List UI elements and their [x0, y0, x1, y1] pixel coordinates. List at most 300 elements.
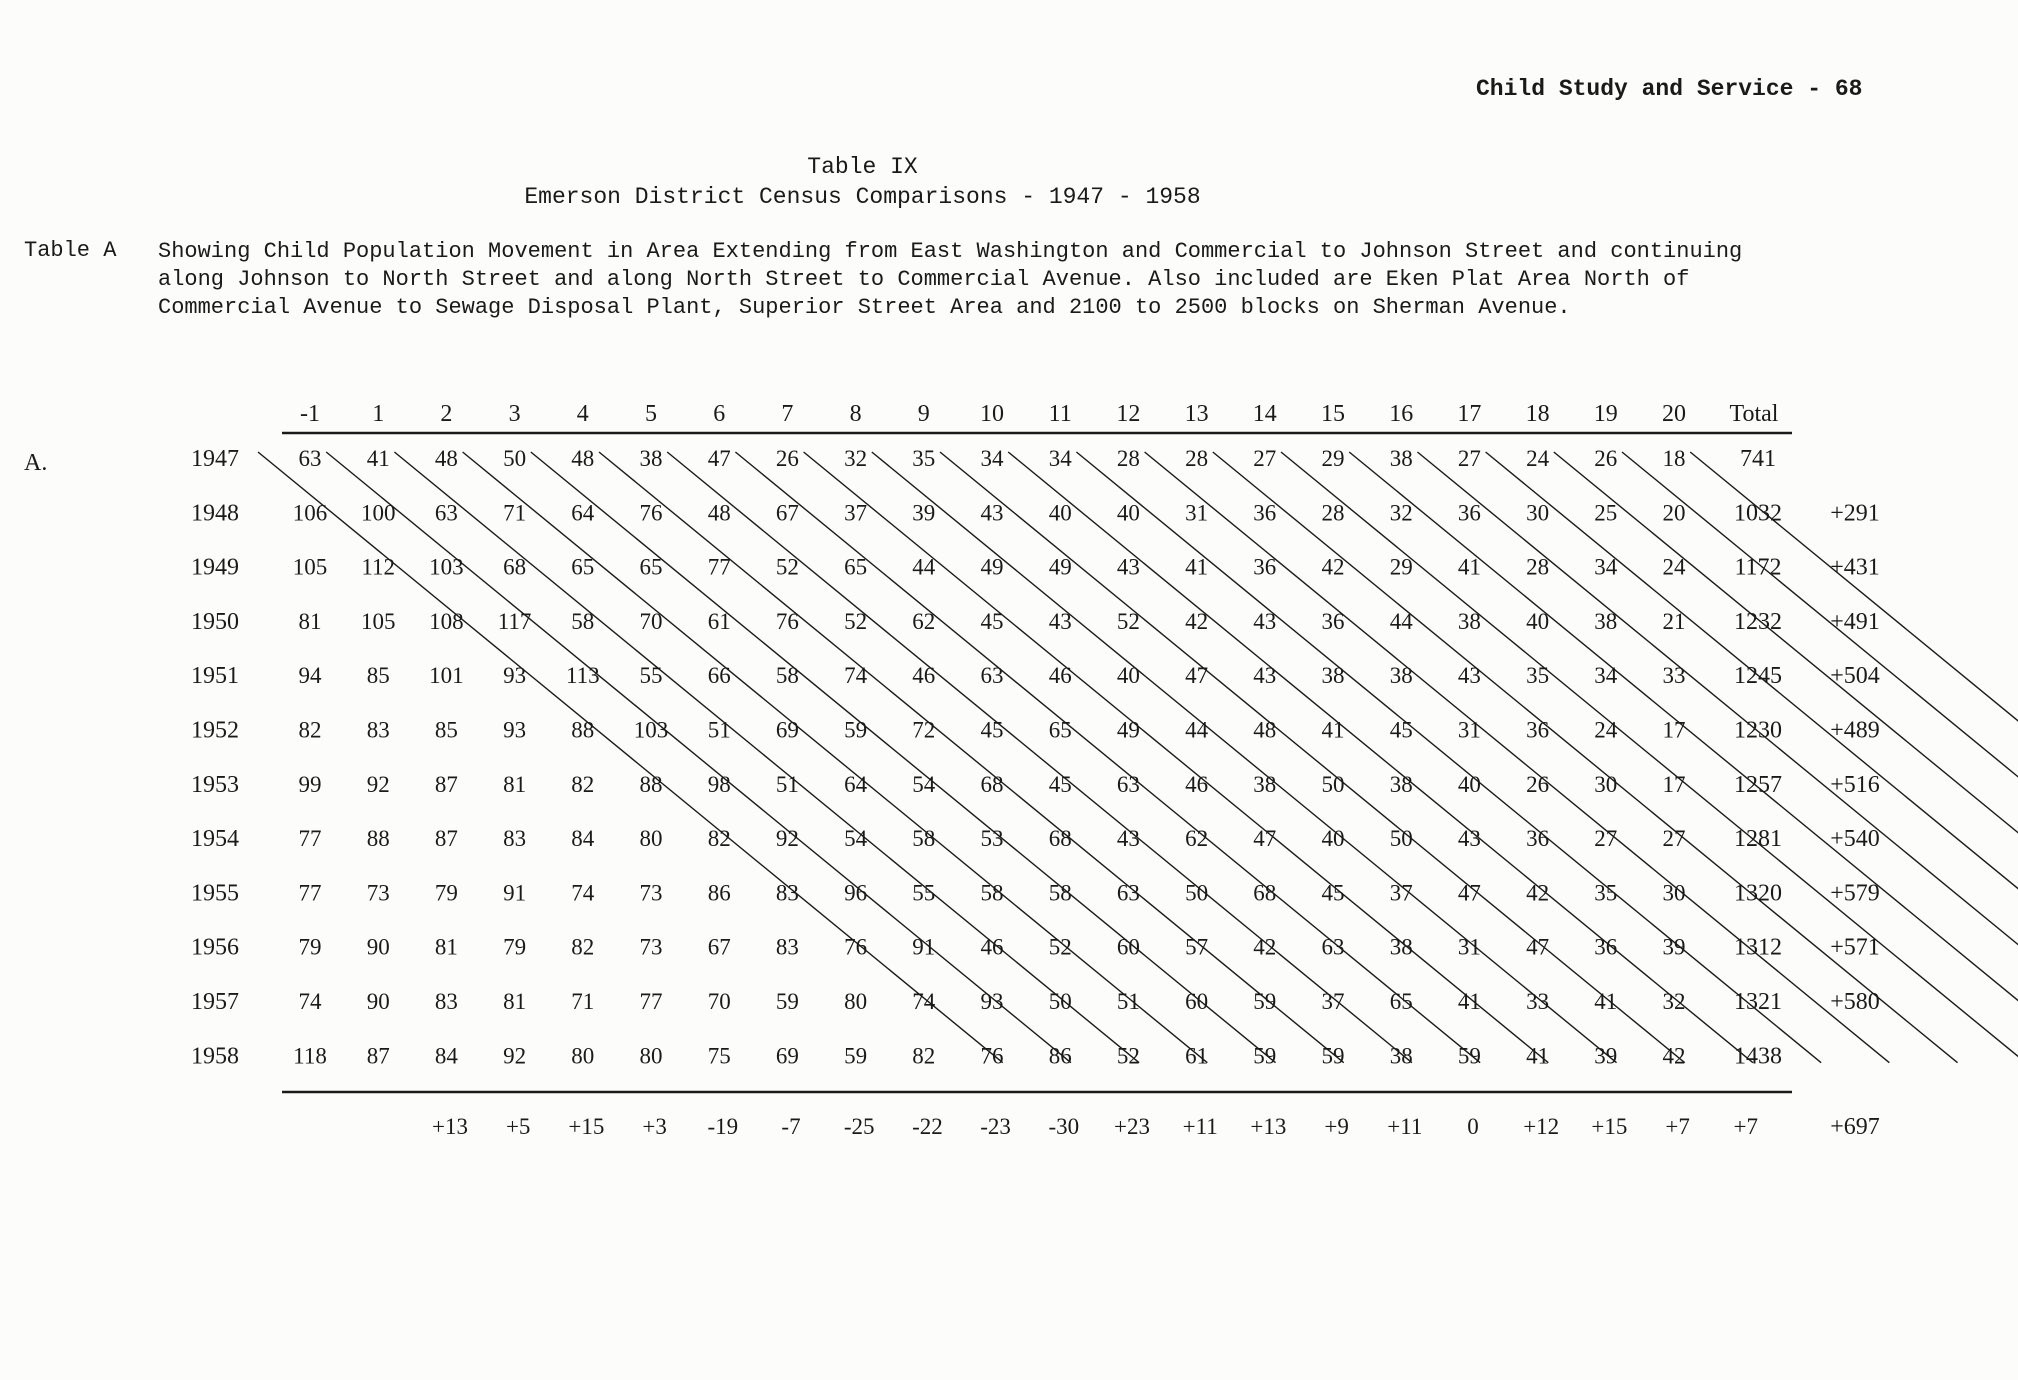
cell-value: 47 — [1526, 934, 1550, 960]
cell-value: 88 — [639, 771, 663, 797]
cell-value: 28 — [1526, 554, 1550, 580]
cell-value: 50 — [1389, 826, 1413, 852]
cell-value: 67 — [707, 934, 731, 960]
column-header: -1 — [300, 401, 320, 427]
cell-value: 31 — [1457, 717, 1481, 743]
cell-value: 58 — [980, 880, 1004, 906]
cell-value: 40 — [1457, 771, 1481, 797]
cell-value: 52 — [844, 608, 868, 634]
cell-value: 50 — [503, 446, 527, 471]
cell-value: 51 — [707, 717, 731, 743]
diagonal-line — [1281, 452, 2018, 1063]
cell-value: 45 — [980, 717, 1004, 743]
cell-value: 41 — [1457, 554, 1481, 580]
cell-value: 80 — [639, 826, 663, 852]
cell-value: 81 — [434, 934, 458, 960]
cell-value: 74 — [912, 989, 936, 1014]
cell-value: 88 — [571, 717, 595, 743]
cell-value: 42 — [1185, 608, 1209, 634]
cell-value: 79 — [298, 934, 322, 960]
cell-value: 68 — [503, 554, 527, 580]
row-change: +516 — [1830, 771, 1880, 798]
cell-value: 43 — [980, 500, 1004, 526]
cell-value: 31 — [1457, 934, 1481, 960]
cell-value: 91 — [912, 934, 936, 960]
cohort-change: +23 — [1114, 1114, 1150, 1139]
cohort-change: +7 — [1665, 1114, 1690, 1139]
diagonal-line — [326, 452, 1071, 1063]
cell-value: 37 — [1389, 880, 1413, 906]
cell-value: 63 — [1116, 880, 1140, 906]
cell-value: 41 — [1526, 1043, 1550, 1069]
row-total: 1245 — [1734, 663, 1782, 690]
cell-value: 35 — [1526, 663, 1550, 689]
column-header: 17 — [1457, 401, 1482, 427]
cohort-change: +11 — [1182, 1114, 1218, 1139]
cohort-change: -25 — [843, 1114, 875, 1139]
cell-value: 84 — [434, 1043, 458, 1069]
cell-value: 75 — [707, 1043, 731, 1069]
cell-value: 72 — [912, 717, 936, 743]
cell-value: 68 — [1253, 880, 1277, 906]
cell-value: 67 — [775, 500, 799, 526]
diagonal-line — [1554, 452, 2018, 1063]
row-change: +431 — [1830, 554, 1880, 581]
cell-value: 38 — [1389, 663, 1413, 689]
cell-value: 61 — [707, 608, 731, 634]
cell-value: 83 — [775, 880, 799, 906]
cell-value: 87 — [434, 771, 458, 797]
table-title: Table IX — [807, 154, 918, 180]
cell-value: 42 — [1526, 880, 1550, 906]
cell-value: 46 — [980, 934, 1004, 960]
cell-value: 46 — [1048, 663, 1072, 689]
cell-value: 68 — [1048, 826, 1072, 852]
diagonal-line — [1145, 452, 1890, 1063]
cell-value: 84 — [571, 826, 595, 852]
cell-value: 98 — [707, 771, 731, 797]
year-label: 1950 — [191, 608, 239, 635]
cell-value: 81 — [503, 771, 527, 797]
cell-value: 29 — [1389, 554, 1413, 580]
cell-value: 27 — [1594, 826, 1618, 852]
cell-value: 59 — [1253, 989, 1277, 1014]
diagonal-line — [531, 452, 1276, 1063]
cell-value: 106 — [292, 500, 328, 526]
row-total: 1232 — [1734, 608, 1782, 635]
row-total: 1321 — [1734, 989, 1782, 1015]
cell-value: 69 — [775, 717, 799, 743]
diagonal-line — [735, 452, 1480, 1063]
cohort-change: +11 — [1387, 1114, 1423, 1139]
cell-value: 41 — [1321, 717, 1345, 743]
year-label: 1957 — [191, 989, 239, 1015]
cell-value: 46 — [1185, 771, 1209, 797]
row-total: 1320 — [1734, 880, 1782, 907]
cell-value: 99 — [298, 771, 322, 797]
row-total: 1172 — [1734, 554, 1782, 581]
diagonal-line — [667, 452, 1412, 1063]
row-total: 1230 — [1734, 717, 1782, 744]
cell-value: 93 — [503, 663, 527, 689]
cell-value: 31 — [1185, 500, 1209, 526]
cell-value: 60 — [1185, 989, 1209, 1014]
cell-value: 82 — [298, 717, 322, 743]
cell-value: 18 — [1662, 446, 1686, 471]
cell-value: 26 — [775, 446, 799, 471]
year-label: 1958 — [191, 1043, 239, 1070]
column-header: 7 — [781, 401, 794, 427]
cell-value: 105 — [360, 608, 396, 634]
cell-value: 36 — [1457, 500, 1481, 526]
cell-value: 39 — [1594, 1043, 1618, 1069]
cell-value: 63 — [980, 663, 1004, 689]
cell-value: 91 — [503, 880, 527, 906]
row-change: +489 — [1830, 717, 1880, 744]
column-header-total: Total — [1729, 401, 1779, 427]
cell-value: 36 — [1253, 500, 1277, 526]
row-change: +291 — [1830, 500, 1880, 527]
cell-value: 17 — [1662, 771, 1686, 797]
cell-value: 43 — [1457, 663, 1481, 689]
cell-value: 90 — [366, 989, 390, 1014]
cell-value: 43 — [1253, 608, 1277, 634]
cell-value: 50 — [1185, 880, 1209, 906]
cell-value: 74 — [298, 989, 322, 1014]
cell-value: 76 — [844, 934, 868, 960]
cell-value: 113 — [565, 663, 600, 689]
cell-value: 42 — [1321, 554, 1345, 580]
cohort-change: +3 — [642, 1114, 667, 1139]
cell-value: 53 — [980, 826, 1004, 852]
row-change: +491 — [1830, 608, 1880, 635]
cell-value: 40 — [1321, 826, 1345, 852]
cohort-change: -19 — [707, 1114, 739, 1139]
cell-value: 33 — [1662, 663, 1686, 689]
column-header: 10 — [980, 401, 1004, 427]
cell-value: 83 — [434, 989, 458, 1014]
cohort-change: -23 — [980, 1114, 1011, 1139]
cell-value: 65 — [1389, 989, 1413, 1014]
cell-value: 81 — [503, 989, 527, 1014]
diagonal-line — [599, 452, 1344, 1063]
cell-value: 45 — [1048, 771, 1072, 797]
cell-value: 37 — [1321, 989, 1345, 1014]
cell-value: 43 — [1116, 554, 1140, 580]
cell-value: 47 — [707, 446, 731, 471]
cell-value: 105 — [292, 554, 328, 580]
cell-value: 85 — [434, 717, 458, 743]
cell-value: 62 — [912, 608, 936, 634]
cell-value: 59 — [844, 1043, 868, 1069]
cell-value: 77 — [707, 554, 731, 580]
cell-value: 117 — [497, 608, 532, 634]
caption-line: along Johnson to North Street and along North Street to Commercial Avenue. Also included are Eken Plat Area North of — [158, 267, 1690, 292]
cell-value: 80 — [844, 989, 868, 1014]
cell-value: 71 — [503, 500, 527, 526]
cell-value: 59 — [1253, 1043, 1277, 1069]
column-header: 6 — [713, 401, 726, 427]
cell-value: 77 — [298, 826, 322, 852]
cell-value: 66 — [707, 663, 731, 689]
cohort-change: +5 — [505, 1114, 531, 1139]
cell-value: 63 — [298, 446, 322, 471]
cell-value: 71 — [571, 989, 595, 1014]
cell-value: 92 — [366, 771, 390, 797]
cell-value: 41 — [1457, 989, 1481, 1014]
cell-value: 28 — [1321, 500, 1345, 526]
cell-value: 62 — [1185, 826, 1209, 852]
cell-value: 42 — [1662, 1043, 1686, 1069]
cell-value: 32 — [1389, 500, 1413, 526]
cell-value: 40 — [1048, 500, 1072, 526]
cell-value: 90 — [366, 934, 390, 960]
column-header: 14 — [1252, 401, 1277, 427]
cell-value: 49 — [1048, 554, 1072, 580]
cell-value: 82 — [707, 826, 731, 852]
cell-value: 74 — [844, 663, 868, 689]
cell-value: 65 — [1048, 717, 1072, 743]
cell-value: 38 — [1389, 934, 1413, 960]
diagonal-line — [258, 452, 1003, 1063]
cell-value: 112 — [361, 554, 396, 580]
cell-value: 63 — [1321, 934, 1345, 960]
cell-value: 73 — [639, 934, 663, 960]
cell-value: 76 — [775, 608, 799, 634]
cell-value: 76 — [980, 1043, 1004, 1069]
cell-value: 27 — [1662, 826, 1686, 852]
cell-value: 50 — [1321, 771, 1345, 797]
column-header: 15 — [1321, 401, 1345, 427]
year-label: 1953 — [191, 771, 239, 798]
cell-value: 20 — [1662, 500, 1686, 526]
column-header: 11 — [1048, 401, 1072, 427]
cell-value: 81 — [298, 608, 322, 634]
cell-value: 30 — [1526, 500, 1550, 526]
cell-value: 88 — [366, 826, 390, 852]
cell-value: 49 — [980, 554, 1004, 580]
cell-value: 30 — [1662, 880, 1686, 906]
cohort-change: +7 — [1733, 1114, 1759, 1139]
cell-value: 65 — [844, 554, 868, 580]
cell-value: 103 — [633, 717, 669, 743]
diagonal-line — [1417, 452, 2018, 1063]
cell-value: 36 — [1253, 554, 1277, 580]
caption-line: Showing Child Population Movement in Area Extending from East Washington and Commercial to Johnson Street and continuing — [158, 239, 1743, 264]
column-header: 2 — [440, 401, 453, 427]
cell-value: 40 — [1526, 608, 1550, 634]
caption-label: Table A — [24, 238, 117, 263]
cell-value: 58 — [1048, 880, 1072, 906]
cohort-change: +9 — [1324, 1114, 1349, 1139]
cell-value: 87 — [434, 826, 458, 852]
cell-value: 118 — [293, 1043, 327, 1069]
cell-value: 47 — [1185, 663, 1209, 689]
cell-value: 93 — [503, 717, 527, 743]
cell-value: 25 — [1594, 500, 1618, 526]
row-change: +504 — [1830, 663, 1880, 690]
cell-value: 58 — [775, 663, 799, 689]
cell-value: 85 — [366, 663, 390, 689]
diagonal-line — [1076, 452, 1821, 1063]
column-header: 9 — [917, 401, 930, 427]
cell-value: 61 — [1185, 1043, 1209, 1069]
cell-value: 65 — [571, 554, 595, 580]
cell-value: 17 — [1662, 717, 1686, 743]
cell-value: 82 — [571, 934, 595, 960]
cell-value: 41 — [366, 446, 390, 471]
column-header: 18 — [1525, 401, 1550, 427]
cell-value: 45 — [1389, 717, 1413, 743]
cell-value: 48 — [571, 446, 595, 471]
cell-value: 44 — [1389, 608, 1413, 634]
cell-value: 46 — [912, 663, 936, 689]
cell-value: 27 — [1253, 446, 1277, 471]
cell-value: 34 — [1048, 446, 1072, 471]
year-label: 1954 — [191, 826, 239, 853]
cell-value: 68 — [980, 771, 1004, 797]
cohort-change: +13 — [432, 1114, 468, 1139]
cohort-change: -22 — [912, 1114, 943, 1139]
grand-change: +697 — [1830, 1114, 1880, 1140]
cell-value: 40 — [1116, 663, 1140, 689]
cohort-change: +13 — [1250, 1114, 1287, 1139]
cell-value: 94 — [298, 663, 322, 689]
cell-value: 43 — [1048, 608, 1072, 634]
cell-value: 86 — [707, 880, 731, 906]
cell-value: 73 — [639, 880, 663, 906]
cell-value: 36 — [1321, 608, 1345, 634]
diagonal-line — [1008, 452, 1753, 1063]
column-header: 1 — [372, 401, 385, 427]
cell-value: 47 — [1457, 880, 1481, 906]
diagonal-line — [463, 452, 1208, 1063]
column-header: 4 — [576, 401, 589, 427]
cell-value: 48 — [434, 446, 458, 471]
cell-value: 35 — [1594, 880, 1618, 906]
cell-value: 77 — [298, 880, 322, 906]
cell-value: 55 — [912, 880, 936, 906]
cell-value: 30 — [1594, 771, 1618, 797]
cell-value: 38 — [1457, 608, 1481, 634]
row-change: +580 — [1830, 989, 1880, 1015]
column-header: 5 — [645, 401, 657, 427]
cell-value: 58 — [571, 608, 595, 634]
table-subtitle: Emerson District Census Comparisons - 1947 - 1958 — [524, 184, 1201, 210]
cell-value: 50 — [1048, 989, 1072, 1014]
cell-value: 108 — [429, 608, 464, 634]
cell-value: 79 — [434, 880, 458, 906]
cell-value: 45 — [1321, 880, 1345, 906]
cell-value: 36 — [1594, 934, 1618, 960]
cell-value: 41 — [1185, 554, 1209, 580]
row-change: +579 — [1830, 880, 1880, 907]
cell-value: 36 — [1526, 826, 1550, 852]
cell-value: 103 — [429, 554, 464, 580]
cell-value: 83 — [503, 826, 527, 852]
diagonal-line — [394, 452, 1139, 1063]
column-header: 13 — [1184, 401, 1209, 427]
cell-value: 57 — [1185, 934, 1209, 960]
cell-value: 38 — [1253, 771, 1277, 797]
cohort-change: +15 — [1591, 1114, 1628, 1139]
cohort-change: 0 — [1467, 1114, 1479, 1139]
cell-value: 93 — [980, 989, 1004, 1014]
cell-value: 52 — [1116, 1043, 1140, 1069]
cell-value: 38 — [1321, 663, 1345, 689]
cohort-change: +15 — [568, 1114, 605, 1139]
cell-value: 26 — [1594, 446, 1618, 471]
cell-value: 34 — [1594, 554, 1618, 580]
cell-value: 83 — [366, 717, 390, 743]
cell-value: 63 — [434, 500, 458, 526]
cell-value: 80 — [571, 1043, 595, 1069]
cell-value: 33 — [1526, 989, 1550, 1014]
cell-value: 82 — [912, 1043, 936, 1069]
cell-value: 41 — [1594, 989, 1618, 1014]
cell-value: 24 — [1594, 717, 1618, 743]
cell-value: 59 — [775, 989, 799, 1014]
cell-value: 76 — [639, 500, 663, 526]
cell-value: 44 — [912, 554, 936, 580]
cell-value: 45 — [980, 608, 1004, 634]
column-header: 20 — [1662, 401, 1686, 427]
cell-value: 34 — [1594, 663, 1618, 689]
row-total: 1281 — [1734, 826, 1782, 853]
page-header: Child Study and Service - 68 — [1476, 76, 1863, 102]
row-change: +540 — [1830, 826, 1880, 853]
cell-value: 87 — [366, 1043, 390, 1069]
section-marker: A. — [24, 450, 48, 476]
cell-value: 96 — [844, 880, 868, 906]
cell-value: 43 — [1253, 663, 1277, 689]
cell-value: 74 — [571, 880, 595, 906]
cell-value: 36 — [1526, 717, 1550, 743]
row-total: 1032 — [1734, 500, 1782, 527]
column-header: 8 — [849, 401, 862, 427]
cell-value: 48 — [707, 500, 731, 526]
cell-value: 28 — [1116, 446, 1140, 471]
column-header: 3 — [508, 401, 521, 427]
cell-value: 38 — [639, 446, 663, 471]
cell-value: 42 — [1253, 934, 1277, 960]
caption-line: Commercial Avenue to Sewage Disposal Plant, Superior Street Area and 2100 to 2500 blocks on Sherman Avenue. — [158, 295, 1571, 320]
diagonal-line — [804, 452, 1549, 1063]
cell-value: 73 — [366, 880, 390, 906]
cell-value: 38 — [1389, 771, 1413, 797]
year-label: 1955 — [191, 880, 239, 907]
cell-value: 24 — [1526, 446, 1550, 471]
cell-value: 59 — [1321, 1043, 1345, 1069]
cell-value: 40 — [1116, 500, 1140, 526]
row-change: +571 — [1830, 934, 1880, 961]
cell-value: 28 — [1185, 446, 1209, 471]
cell-value: 39 — [1662, 934, 1686, 960]
cell-value: 38 — [1594, 608, 1618, 634]
cell-value: 24 — [1662, 554, 1686, 580]
year-label: 1956 — [191, 934, 239, 961]
cell-value: 52 — [1116, 608, 1140, 634]
year-label: 1948 — [191, 500, 239, 527]
cell-value: 51 — [775, 771, 799, 797]
cohort-change: -7 — [781, 1114, 801, 1139]
cell-value: 82 — [571, 771, 595, 797]
cell-value: 26 — [1526, 771, 1550, 797]
cell-value: 83 — [775, 934, 799, 960]
cell-value: 80 — [639, 1043, 663, 1069]
row-total: 1438 — [1734, 1043, 1782, 1070]
row-total: 741 — [1740, 446, 1776, 472]
